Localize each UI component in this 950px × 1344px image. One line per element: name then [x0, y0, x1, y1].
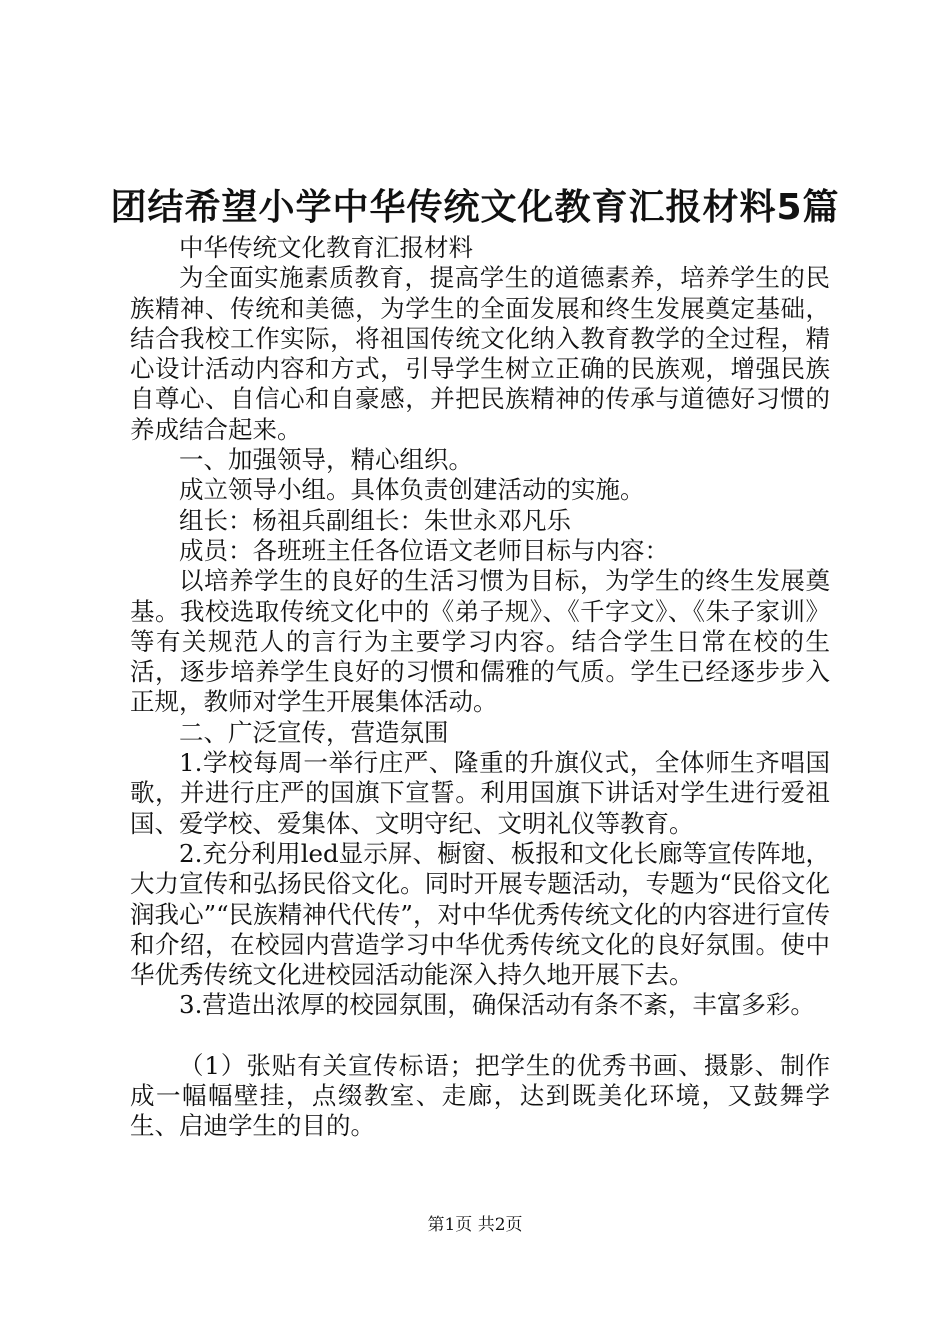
section-heading-1: 一、加强领导，精心组织。 — [179, 445, 473, 475]
list-item-paragraph: 2.充分利用led显示屏、橱窗、板报和文化长廊等宣传阵地，大力宣传和弘扬民俗文化。同时开展专题活动，专题为“民俗文化润我心”“民族精神代代传”，对中华优秀传统文化的内容进行宣传和介绍，在校园内营造学习中华优秀传统文化的良好氛围。使中华优秀传统文化进校园活动能深入持久地开展下去。 — [130, 838, 830, 990]
body-paragraph: 以培养学生的良好的生活习惯为目标，为学生的终生发展奠基。我校选取传统文化中的《弟子规》、《千字文》、《朱子家训》等有关规范人的言行为主要学习内容。结合学生日常在校的生活，逐步培养学生良好的习惯和儒雅的气质。学生已经逐步步入正规，教师对学生开展集体活动。 — [130, 566, 830, 717]
list-item-paragraph: 1.学校每周一举行庄严、隆重的升旗仪式，全体师生齐唱国歌，并进行庄严的国旗下宣誓。利用国旗下讲话对学生进行爱祖国、爱学校、爱集体、文明守纪、文明礼仪等教育。 — [130, 748, 830, 838]
intro-paragraph: 为全面实施素质教育，提高学生的道德素养，培养学生的民族精神、传统和美德，为学生的全面发展和终生发展奠定基础，结合我校工作实际，将祖国传统文化纳入教育教学的全过程，精心设计活动内容和方式，引导学生树立正确的民族观，增强民族自尊心、自信心和自豪感，并把民族精神的传承与道德好习惯的养成结合起来。 — [130, 263, 830, 444]
sub-item-paragraph: （1）张贴有关宣传标语；把学生的优秀书画、摄影、制作成一幅幅壁挂，点缀教室、走廊，达到既美化环境，又鼓舞学生、启迪学生的目的。 — [130, 1050, 830, 1141]
document-title: 团结希望小学中华传统文化教育汇报材料5篇 — [110, 187, 840, 228]
body-paragraph: 成员：各班班主任各位语文老师目标与内容： — [179, 535, 669, 565]
body-paragraph: 组长：杨祖兵副组长：朱世永邓凡乐 — [179, 505, 571, 535]
section-heading-2: 二、广泛宣传，营造氛围 — [179, 717, 449, 747]
body-paragraph: 成立领导小组。具体负责创建活动的实施。 — [179, 475, 645, 505]
page-footer: 第1页 共2页 — [427, 1215, 523, 1235]
subtitle-paragraph: 中华传统文化教育汇报材料 — [179, 233, 473, 262]
list-item-paragraph: 3.营造出浓厚的校园氛围，确保活动有条不紊，丰富多彩。 — [179, 990, 815, 1020]
document-body — [130, 233, 830, 1142]
